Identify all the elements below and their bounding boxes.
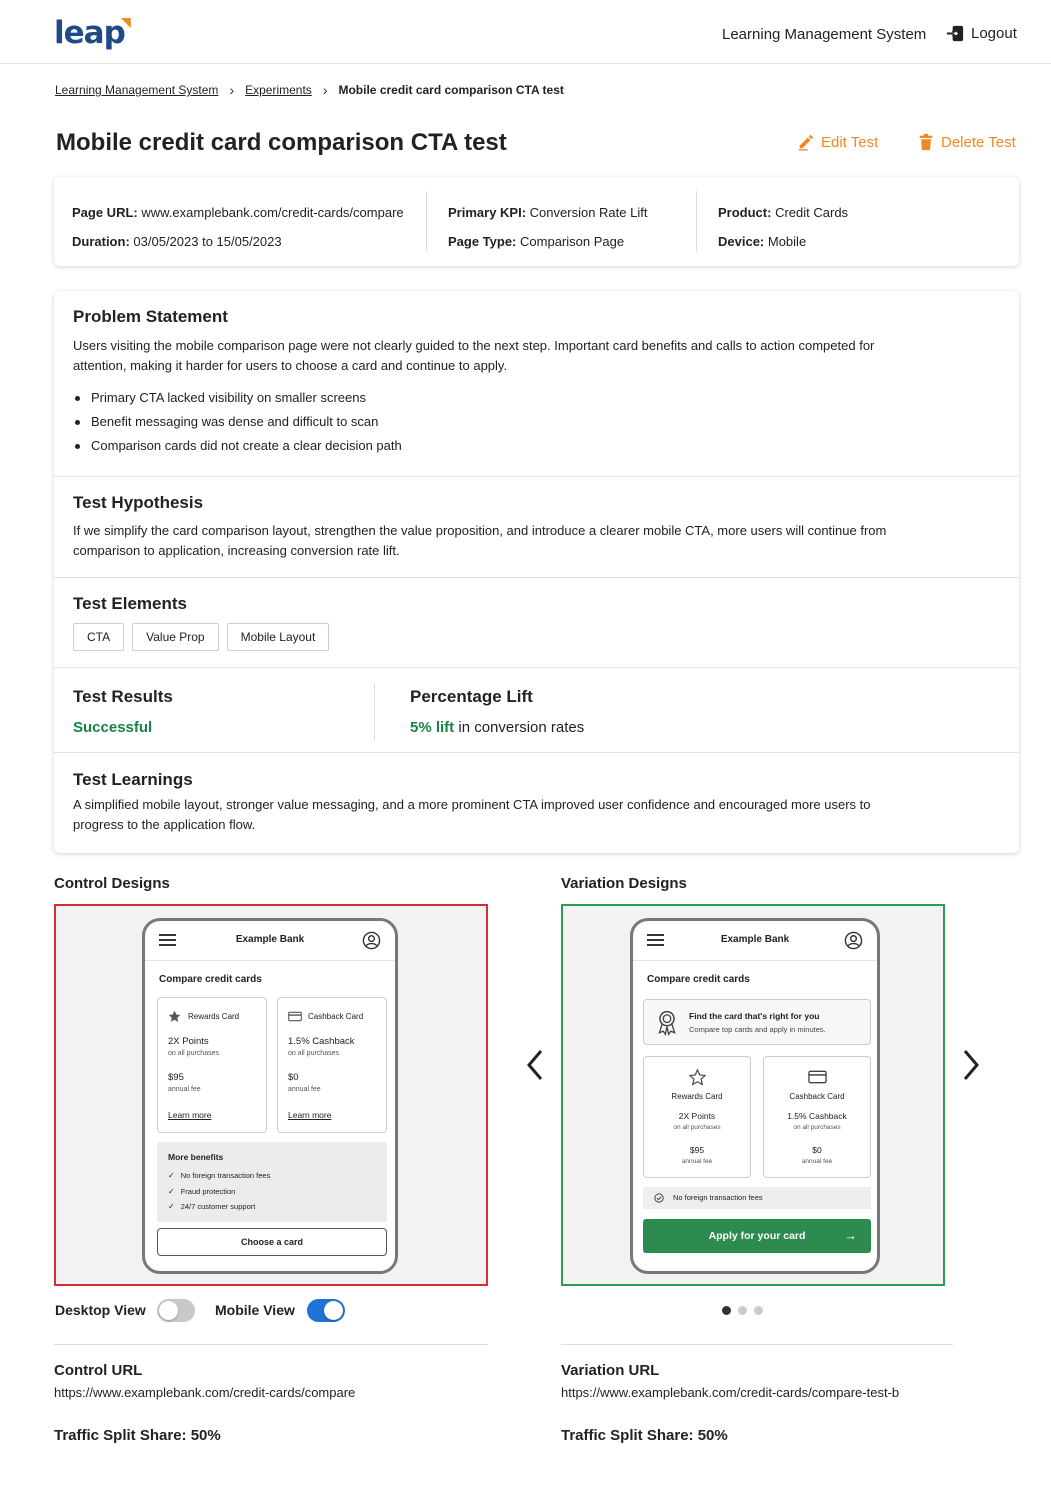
meta-col-kpi	[448, 198, 647, 256]
breadcrumb-current: Mobile credit card comparison CTA test	[338, 83, 564, 97]
hypothesis-text: If we simplify the card comparison layout, strengthen the value proposition, and introduce a clearer mobile CTA, more users will continue from comparison to application, increasing conversion rate lift.	[73, 523, 887, 558]
card-fee: $95	[168, 1072, 184, 1083]
control-url-label: Control URL	[54, 1362, 143, 1379]
find-card-subtitle: Compare top cards and apply in minutes.	[689, 1025, 826, 1034]
benefits-title: More benefits	[168, 1152, 224, 1162]
nav-lms-link[interactable]: Learning Management System	[722, 26, 927, 43]
delete-test-button[interactable]	[917, 133, 1016, 151]
page-type-label: Page Type:	[448, 234, 517, 249]
tag-value-prop: Value Prop	[132, 623, 218, 651]
lift-line	[410, 719, 584, 736]
variation-url-label: Variation URL	[561, 1362, 660, 1379]
mobile-view-toggle[interactable]	[307, 1299, 345, 1322]
phone-header	[633, 921, 877, 961]
apply-card-button	[643, 1219, 871, 1253]
desktop-view-toggle[interactable]	[157, 1299, 195, 1322]
control-design-frame[interactable]	[54, 904, 488, 1286]
lift-suffix: in conversion rates	[454, 719, 585, 736]
phone-bank-name: Example Bank	[235, 934, 305, 945]
carousel-dot-3[interactable]	[754, 1306, 763, 1315]
logout-icon	[946, 24, 965, 43]
card-title: Rewards Card	[188, 1012, 240, 1021]
section-divider	[54, 667, 1019, 668]
logout-label: Logout	[971, 25, 1017, 42]
control-cashback-card	[277, 997, 387, 1133]
meta-col-url	[72, 198, 404, 256]
page-type-value: Comparison Page	[520, 234, 625, 249]
more-benefits-box	[157, 1142, 387, 1222]
page-url-label: Page URL:	[72, 205, 138, 220]
control-traffic-split: Traffic Split Share: 50%	[54, 1427, 221, 1444]
card-fee-note: annual fee	[288, 1086, 321, 1093]
phone-compare-heading: Compare credit cards	[159, 974, 262, 985]
elements-title: Test Elements	[73, 594, 188, 613]
chevron-right-icon: ›	[229, 82, 235, 98]
carousel-next-button[interactable]	[962, 1048, 980, 1082]
card-icon	[288, 1011, 302, 1022]
card-fee-note: annual fee	[168, 1086, 201, 1093]
carousel-prev-button[interactable]	[526, 1048, 544, 1082]
product-value: Credit Cards	[775, 205, 849, 220]
kpi-label: Primary KPI:	[448, 205, 527, 220]
carousel-dots	[722, 1306, 763, 1315]
control-divider	[54, 1344, 488, 1345]
section-divider	[54, 476, 1019, 477]
card-reward-note: on all purchases	[793, 1124, 841, 1131]
app-header	[0, 0, 1051, 64]
card-fee: $0	[812, 1145, 822, 1155]
edit-test-button[interactable]	[797, 133, 878, 151]
variation-url-value[interactable]: https://www.examplebank.com/credit-cards/compare-test-b	[561, 1385, 900, 1400]
list-item: ✓ 24/7 customer support	[168, 1202, 255, 1211]
card-reward-note: on all purchases	[288, 1050, 339, 1057]
duration-value: 03/05/2023 to 15/05/2023	[133, 234, 282, 249]
card-fee-note: annual fee	[801, 1158, 833, 1165]
desktop-view-label: Desktop View	[55, 1302, 146, 1318]
elements-tags	[73, 623, 329, 651]
learnings-title: Test Learnings	[73, 770, 193, 789]
card-reward-note: on all purchases	[168, 1050, 219, 1057]
edit-test-label: Edit Test	[821, 133, 879, 151]
arrow-right-icon: →	[844, 1228, 857, 1243]
user-icon	[362, 931, 381, 950]
toggle-knob	[324, 1301, 343, 1320]
lift-value: 5% lift	[410, 719, 455, 736]
variation-phone-mockup	[630, 918, 880, 1274]
variation-designs-label: Variation Designs	[561, 875, 687, 892]
star-icon	[689, 1069, 706, 1086]
kpi-value: Conversion Rate Lift	[529, 205, 648, 220]
card-fee: $95	[689, 1145, 705, 1155]
results-status: Successful	[73, 719, 153, 736]
problem-text: Users visiting the mobile comparison page were not clearly guided to the next step. Important card benefits and calls to action competed for attention, making it harder for users to choose a card and continue to apply.	[73, 338, 875, 373]
section-divider	[54, 752, 1019, 753]
control-url-value[interactable]: https://www.examplebank.com/credit-cards/compare	[54, 1385, 356, 1400]
card-reward-note: on all purchases	[673, 1124, 721, 1131]
delete-test-label: Delete Test	[941, 133, 1016, 151]
pencil-icon	[797, 133, 815, 151]
card-reward: 2X Points	[678, 1111, 716, 1121]
learn-more-link[interactable]: Learn more	[168, 1110, 212, 1120]
card-title: Cashback Card	[308, 1012, 364, 1021]
tag-mobile-layout: Mobile Layout	[227, 623, 330, 651]
no-fee-text: No foreign transaction fees	[673, 1193, 763, 1202]
card-fee: $0	[288, 1072, 299, 1083]
toggle-knob	[159, 1301, 178, 1320]
list-item: ✓ Fraud protection	[168, 1187, 235, 1196]
card-icon	[808, 1070, 827, 1084]
check-icon	[654, 1193, 664, 1203]
phone-compare-heading: Compare credit cards	[647, 974, 750, 985]
card-reward: 2X Points	[168, 1036, 209, 1047]
card-reward: 1.5% Cashback	[787, 1111, 847, 1121]
variation-divider	[561, 1344, 953, 1345]
logout-button[interactable]	[946, 24, 1017, 43]
device-value: Mobile	[767, 234, 807, 249]
learnings-text: A simplified mobile layout, stronger value messaging, and a more prominent CTA improved user confidence and encouraged more users to progress to the application flow.	[73, 797, 871, 832]
card-fee-note: annual fee	[681, 1158, 713, 1165]
learn-more-link[interactable]: Learn more	[288, 1110, 332, 1120]
card-title: Cashback Card	[789, 1092, 845, 1101]
control-designs-label: Control Designs	[54, 875, 170, 892]
list-item: Primary CTA lacked visibility on smaller screens	[73, 386, 402, 410]
device-label: Device:	[718, 234, 765, 249]
list-item: Benefit messaging was dense and difficult to scan	[73, 410, 402, 434]
breadcrumb-experiments[interactable]: Experiments	[245, 83, 312, 97]
problem-bullets	[73, 386, 402, 458]
no-fee-row	[643, 1187, 871, 1209]
control-rewards-card	[157, 997, 267, 1133]
card-reward: 1.5% Cashback	[288, 1036, 355, 1047]
trash-icon	[917, 133, 935, 151]
star-icon	[168, 1010, 181, 1023]
award-icon	[656, 1010, 678, 1036]
breadcrumb-lms[interactable]: Learning Management System	[55, 83, 219, 97]
list-item: ✓ No foreign transaction fees	[168, 1171, 270, 1180]
breadcrumb	[55, 82, 564, 98]
find-card-banner	[643, 999, 871, 1045]
control-phone-mockup	[142, 918, 398, 1274]
meta-col-product	[718, 198, 848, 256]
hypothesis-title: Test Hypothesis	[73, 493, 204, 512]
choose-card-button: Choose a card	[157, 1228, 387, 1256]
carousel-dot-2[interactable]	[738, 1306, 747, 1315]
chevron-right-icon: ›	[322, 82, 328, 98]
tag-cta: CTA	[73, 623, 124, 651]
find-card-title: Find the card that's right for you	[689, 1011, 820, 1021]
apply-card-label: Apply for your card	[708, 1230, 806, 1242]
page-url-value: www.examplebank.com/credit-cards/compare	[141, 205, 404, 220]
user-icon	[844, 931, 863, 950]
results-title: Test Results	[73, 687, 173, 706]
variation-traffic-split: Traffic Split Share: 50%	[561, 1427, 728, 1444]
problem-title: Problem Statement	[73, 307, 228, 326]
card-title: Rewards Card	[671, 1092, 723, 1101]
list-item: Comparison cards did not create a clear decision path	[73, 434, 402, 458]
test-details-card	[54, 291, 1019, 853]
phone-bank-name: Example Bank	[720, 934, 790, 945]
carousel-dot-1[interactable]	[722, 1306, 731, 1315]
leap-logo[interactable]: leap	[54, 16, 125, 50]
variation-cashback-card	[763, 1056, 871, 1178]
page-title: Mobile credit card comparison CTA test	[56, 129, 507, 156]
variation-design-frame[interactable]	[561, 904, 945, 1286]
results-divider	[374, 683, 375, 741]
section-divider	[54, 577, 1019, 578]
variation-rewards-card	[643, 1056, 751, 1178]
lift-title: Percentage Lift	[410, 687, 533, 706]
product-label: Product:	[718, 205, 772, 220]
mobile-view-label: Mobile View	[215, 1302, 295, 1318]
meta-divider	[696, 191, 697, 251]
meta-divider	[426, 191, 427, 251]
test-meta-card	[54, 177, 1019, 266]
phone-header	[145, 921, 395, 961]
duration-label: Duration:	[72, 234, 130, 249]
